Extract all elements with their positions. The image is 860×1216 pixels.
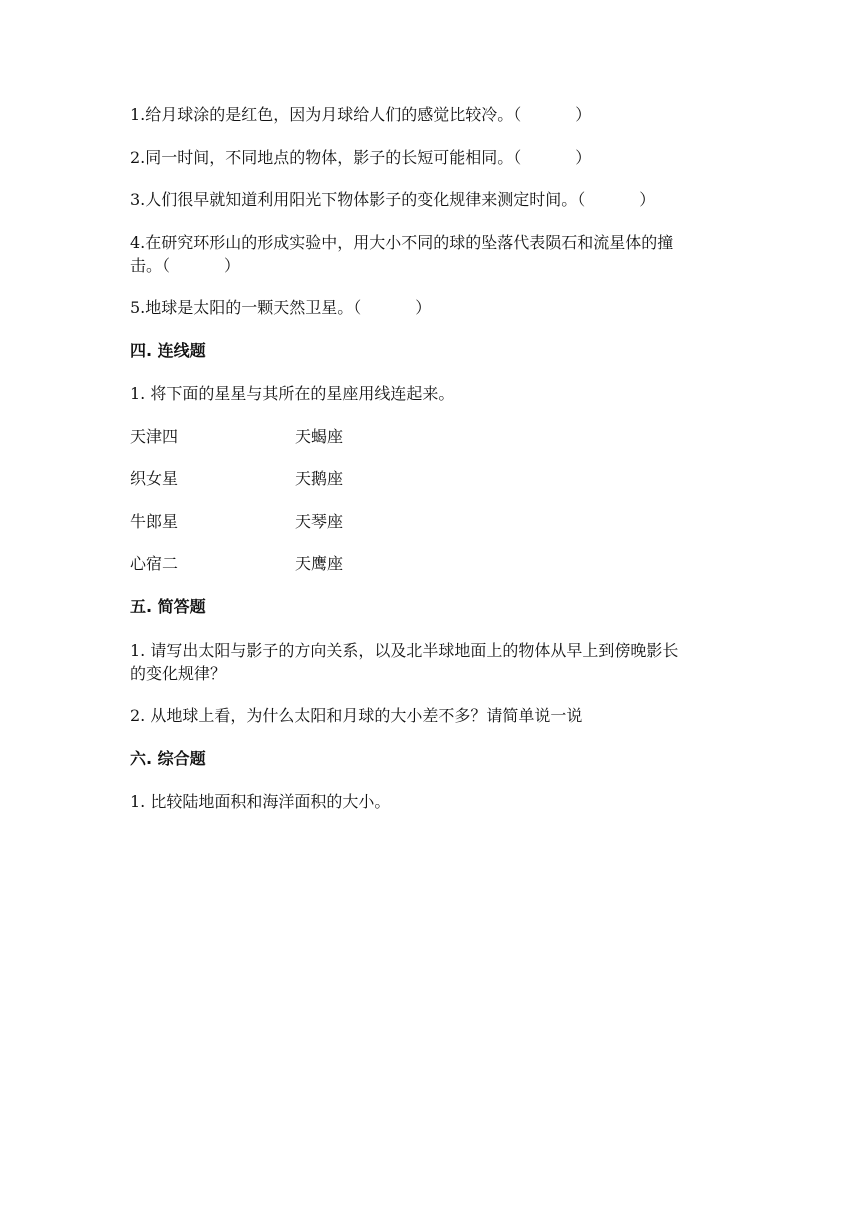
answer-bracket-close: ）	[224, 256, 241, 275]
comprehensive-question-1: 1. 比较陆地面积和海洋面积的大小。	[130, 792, 391, 811]
answer-bracket-close: ）	[639, 190, 656, 209]
constellation-item[interactable]: 天鹰座	[295, 554, 344, 573]
answer-bracket-close: ）	[575, 148, 592, 167]
item-text: 给月球涂的是红色，因为月球给人们的感觉比较冷。	[145, 105, 514, 124]
star-item[interactable]: 天津四	[130, 427, 179, 446]
short-answer-question-1-line2: 的变化规律？	[130, 664, 227, 683]
answer-bracket-open: （	[353, 298, 362, 317]
star-item[interactable]: 织女星	[130, 469, 179, 488]
answer-bracket-open: （	[513, 105, 522, 124]
answer-bracket-close: ）	[415, 298, 432, 317]
item-text-line2: 击。	[130, 256, 163, 275]
constellation-item[interactable]: 天琴座	[295, 512, 344, 531]
judgement-item-5	[130, 297, 730, 319]
item-number: 1.	[130, 105, 146, 124]
answer-bracket-close: ）	[575, 105, 592, 124]
section-heading-matching: 四. 连线题	[130, 341, 206, 360]
star-item[interactable]: 牛郎星	[130, 512, 179, 531]
short-answer-question-1-line1: 1. 请写出太阳与影子的方向关系，以及北半球地面上的物体从早上到傍晚影长	[130, 641, 679, 660]
judgement-item-4-continued	[130, 255, 730, 277]
item-number: 4.	[130, 233, 146, 252]
item-text: 地球是太阳的一颗天然卫星。	[145, 298, 354, 317]
matching-question: 1. 将下面的星星与其所在的星座用线连起来。	[130, 384, 455, 403]
judgement-item-2	[130, 147, 730, 169]
item-number: 3.	[130, 190, 146, 209]
constellation-item[interactable]: 天鹅座	[295, 469, 344, 488]
constellation-item[interactable]: 天蝎座	[295, 427, 344, 446]
section-heading-short-answer: 五. 简答题	[130, 597, 206, 616]
answer-bracket-open: （	[513, 148, 522, 167]
item-number: 5.	[130, 298, 146, 317]
judgement-item-1	[130, 104, 730, 126]
item-number: 2.	[130, 148, 146, 167]
star-item[interactable]: 心宿二	[130, 554, 179, 573]
item-text: 同一时间，不同地点的物体，影子的长短可能相同。	[145, 148, 514, 167]
short-answer-question-2: 2. 从地球上看，为什么太阳和月球的大小差不多？请简单说一说	[130, 706, 583, 725]
judgement-item-3	[130, 189, 730, 211]
answer-bracket-open: （	[577, 190, 586, 209]
section-heading-comprehensive: 六. 综合题	[130, 749, 206, 768]
judgement-item-4	[130, 232, 730, 254]
answer-bracket-open: （	[162, 256, 171, 275]
item-text: 人们很早就知道利用阳光下物体影子的变化规律来测定时间。	[145, 190, 578, 209]
item-text-line1: 在研究环形山的形成实验中，用大小不同的球的坠落代表陨石和流星体的撞	[145, 233, 674, 252]
